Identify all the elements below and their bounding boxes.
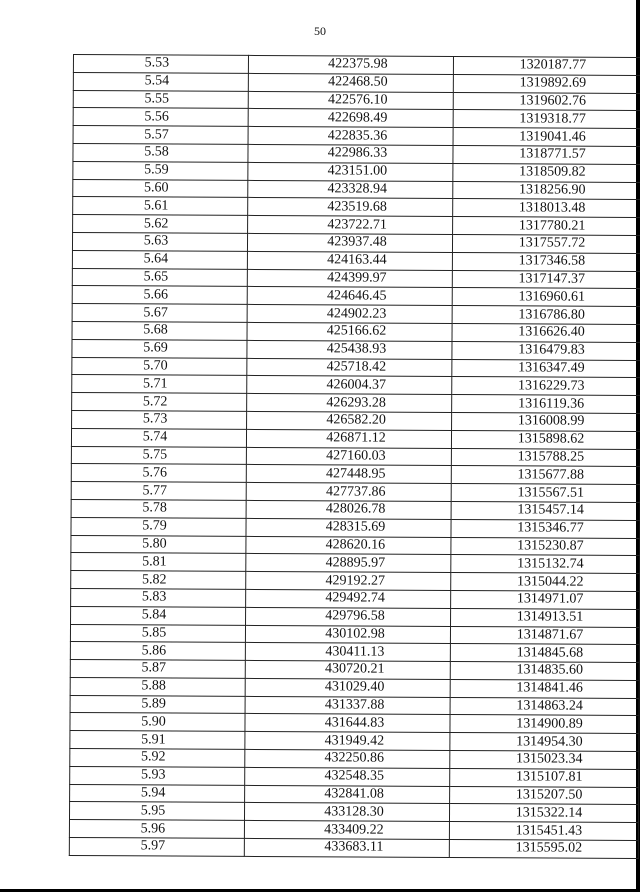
y-coordinate-cell: 1314971.07 (451, 590, 640, 609)
point-id-cell: 5.73 (72, 410, 247, 429)
point-id-cell: 5.92 (70, 749, 245, 768)
x-coordinate-cell: 425718.42 (247, 358, 452, 377)
x-coordinate-cell: 430102.98 (245, 625, 450, 644)
point-id-cell: 5.62 (73, 215, 248, 234)
x-coordinate-cell: 424646.45 (247, 287, 452, 306)
point-id-cell: 5.90 (70, 713, 245, 732)
coordinate-table-body (69, 55, 640, 859)
point-id-cell: 5.68 (72, 321, 247, 340)
x-coordinate-cell: 424163.44 (247, 251, 452, 270)
point-id-cell: 5.65 (72, 268, 247, 287)
point-id-cell: 5.72 (72, 393, 247, 412)
coordinate-table-container (69, 54, 609, 859)
point-id-cell: 5.56 (73, 108, 248, 127)
table-row (69, 838, 638, 859)
y-coordinate-cell: 1314954.30 (450, 733, 639, 752)
y-coordinate-cell: 1318013.48 (453, 199, 640, 218)
y-coordinate-cell: 1315346.77 (451, 519, 640, 538)
y-coordinate-cell: 1315595.02 (449, 840, 638, 859)
x-coordinate-cell: 431949.42 (245, 732, 450, 751)
y-coordinate-cell: 1318256.90 (453, 181, 640, 200)
y-coordinate-cell: 1315044.22 (451, 573, 640, 592)
y-coordinate-cell: 1317346.58 (452, 252, 640, 271)
x-coordinate-cell: 428895.97 (246, 554, 451, 573)
x-coordinate-cell: 430720.21 (245, 661, 450, 680)
y-coordinate-cell: 1318771.57 (453, 145, 640, 164)
x-coordinate-cell: 433128.30 (244, 803, 449, 822)
y-coordinate-cell: 1319602.76 (453, 92, 640, 111)
y-coordinate-cell: 1315457.14 (451, 501, 640, 520)
point-id-cell: 5.61 (73, 197, 248, 216)
y-coordinate-cell: 1314913.51 (451, 608, 640, 627)
x-coordinate-cell: 428026.78 (246, 500, 451, 519)
point-id-cell: 5.63 (72, 232, 247, 251)
point-id-cell: 5.80 (71, 535, 246, 554)
x-coordinate-cell: 427737.86 (246, 483, 451, 502)
y-coordinate-cell: 1314900.89 (450, 715, 639, 734)
x-coordinate-cell: 430411.13 (245, 643, 450, 662)
x-coordinate-cell: 428620.16 (246, 536, 451, 555)
point-id-cell: 5.96 (69, 820, 244, 839)
y-coordinate-cell: 1316479.83 (452, 341, 640, 360)
point-id-cell: 5.85 (70, 624, 245, 643)
y-coordinate-cell: 1315107.81 (450, 768, 639, 787)
x-coordinate-cell: 427448.95 (246, 465, 451, 484)
x-coordinate-cell: 432548.35 (245, 767, 450, 786)
point-id-cell: 5.55 (73, 90, 248, 109)
point-id-cell: 5.93 (70, 766, 245, 785)
point-id-cell: 5.83 (71, 588, 246, 607)
x-coordinate-cell: 427160.03 (246, 447, 451, 466)
x-coordinate-cell: 426293.28 (247, 394, 452, 413)
x-coordinate-cell: 429192.27 (246, 572, 451, 591)
y-coordinate-cell: 1315567.51 (451, 484, 640, 503)
y-coordinate-cell: 1316960.61 (452, 288, 640, 307)
y-coordinate-cell: 1316786.80 (452, 306, 640, 325)
x-coordinate-cell: 422576.10 (248, 91, 453, 110)
point-id-cell: 5.75 (71, 446, 246, 465)
y-coordinate-cell: 1315322.14 (449, 804, 638, 823)
y-coordinate-cell: 1314863.24 (450, 697, 639, 716)
y-coordinate-cell: 1317147.37 (452, 270, 640, 289)
point-id-cell: 5.58 (73, 143, 248, 162)
x-coordinate-cell: 433409.22 (244, 821, 449, 840)
y-coordinate-cell: 1314871.67 (450, 626, 639, 645)
y-coordinate-cell: 1315230.87 (451, 537, 640, 556)
y-coordinate-cell: 1314835.60 (450, 662, 639, 681)
y-coordinate-cell: 1316119.36 (452, 395, 640, 414)
x-coordinate-cell: 424902.23 (247, 305, 452, 324)
point-id-cell: 5.94 (70, 784, 245, 803)
y-coordinate-cell: 1314841.46 (450, 679, 639, 698)
point-id-cell: 5.88 (70, 677, 245, 696)
y-coordinate-cell: 1315132.74 (451, 555, 640, 574)
x-coordinate-cell: 423151.00 (248, 162, 453, 181)
y-coordinate-cell: 1319892.69 (453, 74, 640, 93)
x-coordinate-cell: 423519.68 (248, 198, 453, 217)
x-coordinate-cell: 423328.94 (248, 180, 453, 199)
y-coordinate-cell: 1315898.62 (451, 430, 640, 449)
coordinate-table (69, 54, 640, 859)
x-coordinate-cell: 426004.37 (247, 376, 452, 395)
point-id-cell: 5.97 (69, 838, 244, 857)
page-number: 50 (314, 24, 326, 38)
x-coordinate-cell: 424399.97 (247, 269, 452, 288)
x-coordinate-cell: 422835.36 (248, 127, 453, 146)
point-id-cell: 5.81 (71, 553, 246, 572)
x-coordinate-cell: 423722.71 (248, 216, 453, 235)
y-coordinate-cell: 1316626.40 (452, 323, 640, 342)
point-id-cell: 5.82 (71, 571, 246, 590)
x-coordinate-cell: 422468.50 (248, 73, 453, 92)
y-coordinate-cell: 1315788.25 (451, 448, 640, 467)
y-coordinate-cell: 1318509.82 (453, 163, 640, 182)
x-coordinate-cell: 432250.86 (245, 749, 450, 768)
point-id-cell: 5.76 (71, 464, 246, 483)
point-id-cell: 5.64 (72, 250, 247, 269)
x-coordinate-cell: 431644.83 (245, 714, 450, 733)
point-id-cell: 5.74 (71, 428, 246, 447)
point-id-cell: 5.57 (73, 126, 248, 145)
x-coordinate-cell: 422986.33 (248, 144, 453, 163)
y-coordinate-cell: 1316347.49 (452, 359, 640, 378)
point-id-cell: 5.95 (69, 802, 244, 821)
point-id-cell: 5.77 (71, 482, 246, 501)
point-id-cell: 5.70 (72, 357, 247, 376)
x-coordinate-cell: 425166.62 (247, 322, 452, 341)
y-coordinate-cell: 1320187.77 (453, 56, 640, 75)
point-id-cell: 5.71 (72, 375, 247, 394)
x-coordinate-cell: 426871.12 (246, 429, 451, 448)
y-coordinate-cell: 1316229.73 (452, 377, 640, 396)
point-id-cell: 5.69 (72, 339, 247, 358)
point-id-cell: 5.79 (71, 517, 246, 536)
point-id-cell: 5.86 (70, 642, 245, 661)
x-coordinate-cell: 422698.49 (248, 109, 453, 128)
point-id-cell: 5.54 (73, 72, 248, 91)
point-id-cell: 5.66 (72, 286, 247, 305)
x-coordinate-cell: 431029.40 (245, 678, 450, 697)
x-coordinate-cell: 426582.20 (247, 411, 452, 430)
point-id-cell: 5.84 (71, 606, 246, 625)
y-coordinate-cell: 1315207.50 (450, 786, 639, 805)
point-id-cell: 5.53 (73, 55, 248, 74)
x-coordinate-cell: 433683.11 (244, 838, 449, 857)
y-coordinate-cell: 1316008.99 (452, 412, 640, 431)
y-coordinate-cell: 1314845.68 (450, 644, 639, 663)
y-coordinate-cell: 1315677.88 (451, 466, 640, 485)
x-coordinate-cell: 425438.93 (247, 340, 452, 359)
point-id-cell: 5.78 (71, 499, 246, 518)
y-coordinate-cell: 1315023.34 (450, 751, 639, 770)
x-coordinate-cell: 432841.08 (245, 785, 450, 804)
point-id-cell: 5.59 (73, 161, 248, 180)
point-id-cell: 5.91 (70, 731, 245, 750)
x-coordinate-cell: 423937.48 (247, 233, 452, 252)
x-coordinate-cell: 428315.69 (246, 518, 451, 537)
x-coordinate-cell: 429492.74 (246, 589, 451, 608)
y-coordinate-cell: 1317557.72 (452, 234, 640, 253)
x-coordinate-cell: 422375.98 (248, 55, 453, 74)
point-id-cell: 5.67 (72, 304, 247, 323)
x-coordinate-cell: 429796.58 (246, 607, 451, 626)
y-coordinate-cell: 1319318.77 (453, 110, 640, 129)
y-coordinate-cell: 1319041.46 (453, 128, 640, 147)
y-coordinate-cell: 1315451.43 (449, 822, 638, 841)
point-id-cell: 5.89 (70, 695, 245, 714)
y-coordinate-cell: 1317780.21 (453, 217, 640, 236)
x-coordinate-cell: 431337.88 (245, 696, 450, 715)
point-id-cell: 5.60 (73, 179, 248, 198)
point-id-cell: 5.87 (70, 660, 245, 679)
